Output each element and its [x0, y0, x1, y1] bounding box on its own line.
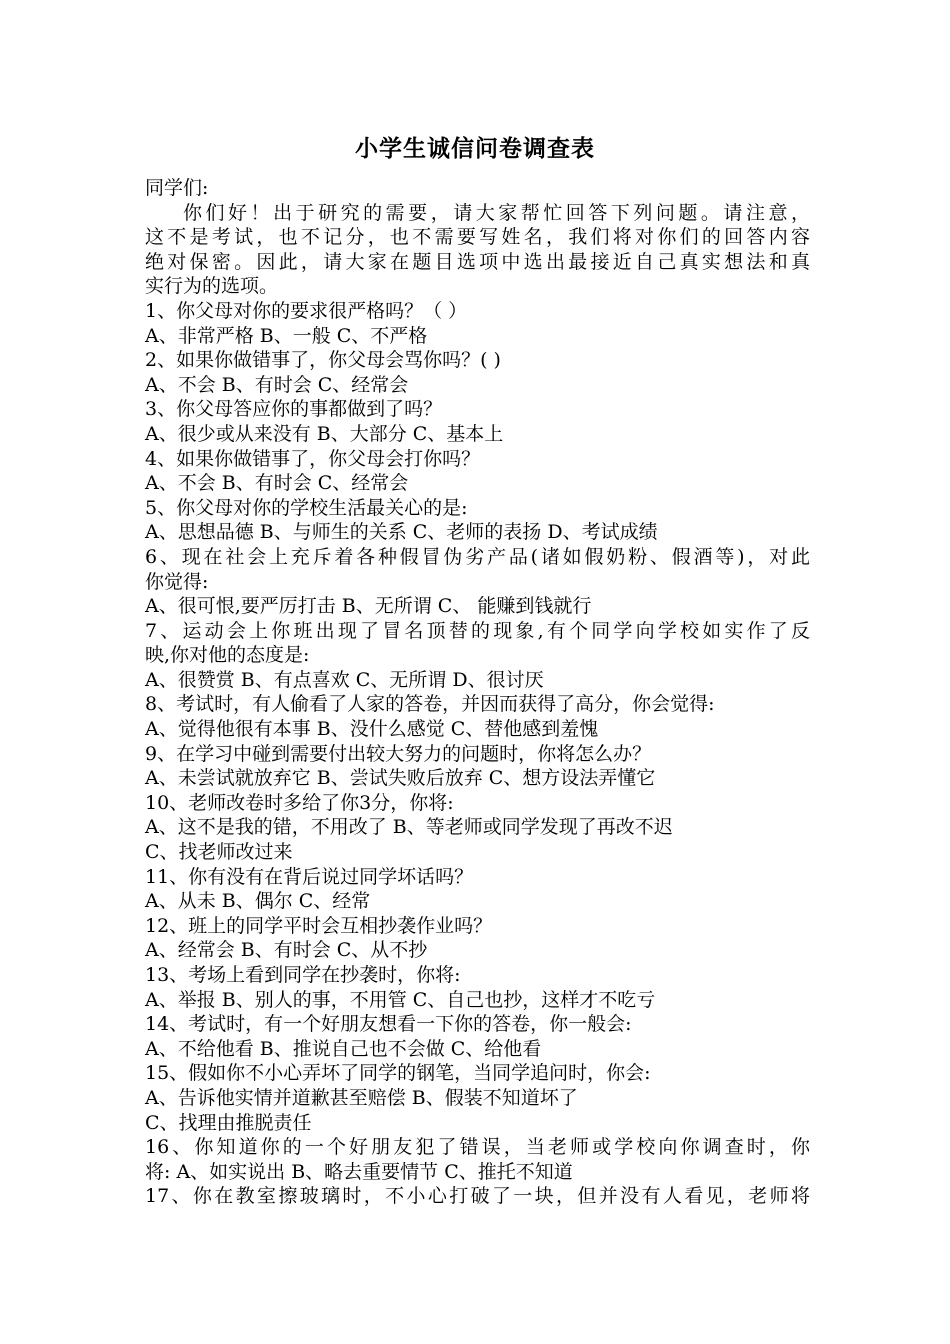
text-line: 2、如果你做错事了，你父母会骂你吗？( ): [145, 349, 501, 372]
text-line: 11、你有没有在背后说过同学坏话吗？: [145, 865, 474, 888]
text-line: A、这不是我的错，不用改了 B、等老师或同学发现了再改不迟: [145, 816, 673, 839]
text-line: 7、运动会上你班出现了冒名顶替的现象,有个同学向学校如实作了反: [145, 619, 810, 642]
text-line: 实行为的选项。: [145, 275, 279, 298]
text-line: A、从未 B、偶尔 C、经常: [145, 890, 371, 913]
text-line: A、很少或从来没有 B、大部分 C、基本上: [145, 422, 504, 445]
text-line: 15、假如你不小心弄坏了同学的钢笔，当同学追问时，你会:: [145, 1062, 651, 1085]
text-line: 17、你在教室擦玻璃时，不小心打破了一块，但并没有人看见，老师将: [145, 1185, 810, 1208]
text-line: 将: A、如实说出 B、略去重要情节 C、推托不知道: [145, 1160, 573, 1183]
text-line: A、不会 B、有时会 C、经常会: [145, 373, 409, 396]
text-line: A、告诉他实情并道歉甚至赔偿 B、假装不知道坏了: [145, 1086, 578, 1109]
text-line: 16、你知道你的一个好朋友犯了错误，当老师或学校向你调查时，你: [145, 1136, 810, 1159]
text-line: C、找理由推脱责任: [145, 1111, 312, 1134]
text-line: A、经常会 B、有时会 C、从不抄: [145, 939, 428, 962]
text-line: 12、班上的同学平时会互相抄袭作业吗？: [145, 914, 493, 937]
text-line: 你觉得:: [145, 570, 209, 593]
text-line: A、举报 B、别人的事，不用管 C、自己也抄，这样才不吃亏: [145, 988, 656, 1011]
text-line: A、不给他看 B、推说自己也不会做 C、给他看: [145, 1037, 542, 1060]
text-line: 你们好！出于研究的需要，请大家帮忙回答下列问题。请注意，: [183, 201, 810, 224]
text-line: A、很赞赏 B、有点喜欢 C、无所谓 D、很讨厌: [145, 668, 544, 691]
text-line: A、很可恨,要严厉打击 B、无所谓 C、 能赚到钱就行: [145, 595, 592, 618]
text-line: A、觉得他很有本事 B、没什么感觉 C、替他感到羞愧: [145, 718, 599, 741]
text-line: C、找老师改过来: [145, 841, 293, 864]
text-line: 3、你父母答应你的事都做到了吗？: [145, 398, 443, 421]
text-line: 5、你父母对你的学校生活最关心的是:: [145, 496, 468, 519]
text-line: A、非常严格 B、一般 C、不严格: [145, 324, 428, 347]
text-line: 1、你父母对你的要求很严格吗？（ ）: [145, 299, 468, 322]
text-line: 绝对保密。因此，请大家在题目选项中选出最接近自己真实想法和真: [145, 250, 810, 273]
text-line: 9、在学习中碰到需要付出较大努力的问题时，你将怎么办？: [145, 742, 652, 765]
text-line: 8、考试时，有人偷看了人家的答卷，并因而获得了高分，你会觉得:: [145, 693, 715, 716]
text-line: 6、现在社会上充斥着各种假冒伪劣产品(诸如假奶粉、假酒等)，对此: [145, 545, 810, 568]
text-line: A、不会 B、有时会 C、经常会: [145, 472, 409, 495]
text-line: 这不是考试，也不记分，也不需要写姓名，我们将对你们的回答内容: [145, 226, 810, 249]
text-line: A、思想品德 B、与师生的关系 C、老师的表扬 D、考试成绩: [145, 521, 658, 544]
text-line: 同学们:: [145, 177, 209, 199]
questionnaire-body: [145, 176, 810, 1209]
text-line: 映,你对他的态度是:: [145, 644, 310, 667]
text-line: A、未尝试就放弃它 B、尝试失败后放弃 C、想方设法弄懂它: [145, 767, 656, 790]
text-line: 10、老师改卷时多给了你3分，你将:: [145, 791, 454, 814]
text-line: 13、考场上看到同学在抄袭时，你将:: [145, 964, 461, 986]
text-line: 14、考试时，有一个好朋友想看一下你的答卷，你一般会:: [145, 1013, 632, 1036]
text-line: 4、如果你做错事了，你父母会打你吗？: [145, 447, 481, 470]
document-title: 小学生诚信问卷调查表: [355, 136, 595, 162]
